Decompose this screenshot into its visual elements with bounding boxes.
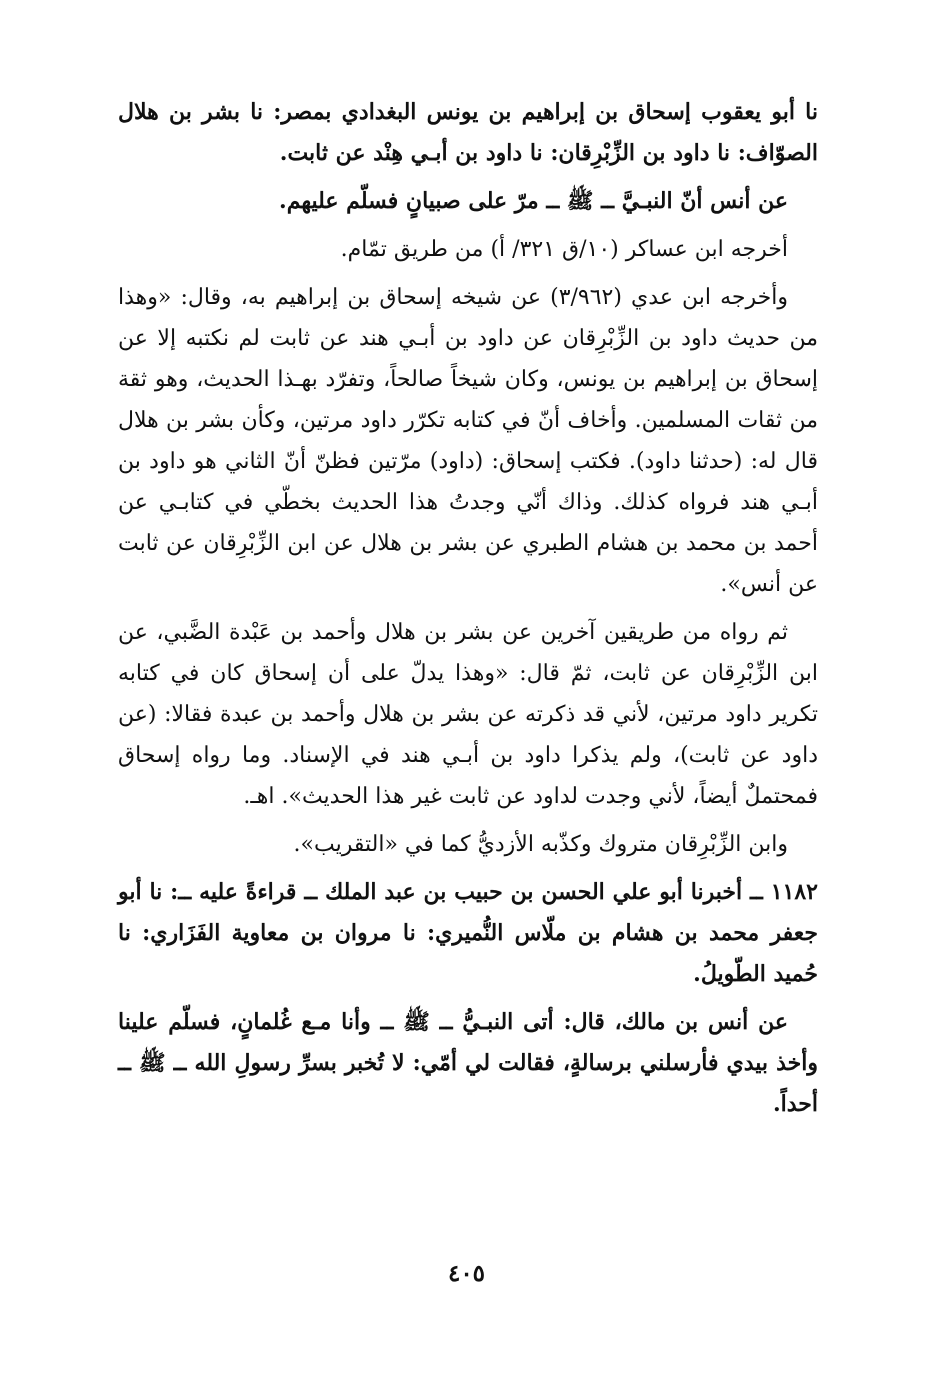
narrator-grading: وابن الزِّبْرِقان متروك وكذّبه الأزديُّ كما في «التقريب». <box>293 832 788 857</box>
takhrij-other-routes: ثم رواه من طريقين آخرين عن بشر بن هلال وأحمد بن عَبْدة الضَّبي، عن ابن الزِّبْرِقان عن ثابت، ثمّ قال: «وهذا يدلّ على أن إسحاق كان في كتابه تكرير داود مرتين، لأني قد ذكرته عن بشر بن هلال وأحمد بن عبدة فقالا: (عن داود عن ثابت)، ولم يذكرا داود بن أبـي هند في الإسناد. وما رواه إسحاق فمحتملٌ أيضاً، لأني وجدت لداود عن ثابت غير هذا الحديث». اهـ. <box>118 620 818 809</box>
page-body <box>118 92 818 1132</box>
hadith-chain-1182: ١١٨٢ ــ أخبرنا أبو علي الحسن بن حبيب بن عبد الملك ــ قراءةً عليه ــ: نا أبو جعفر محمد بن هشام بن ملّاس النُّميري: نا مروان بن معاوية الفَزَاري: نا حُميد الطّويلُ. <box>118 879 818 987</box>
hadith-chain-1180: نا أبو يعقوب إسحاق بن إبراهيم بن يونس البغدادي بمصر: نا بشر بن هلال الصوّاف: نا داود بن الزِّبْرِقان: نا داود بن أبـي هِنْد عن ثابت. <box>118 99 818 166</box>
takhrij-ibn-asakir: أخرجه ابن عساكر (١٠/ق ٣٢١/ أ) من طريق تمّام. <box>340 237 788 262</box>
takhrij-ibn-adi: وأخرجه ابن عدي (٣/٩٦٢) عن شيخه إسحاق بن إبراهيم به، وقال: «وهذا من حديث داود بن الزِّبْرِقان عن داود بن أبـي هند عن ثابت لم نكتبه إلا عن إسحاق بن إبراهيم بن يونس، وكان شيخاً صالحاً، وتفرّد بهـذا الحديث، وهو ثقة من ثقات المسلمين. وأخاف أنّ في كتابه تكرّر داود مرتين، وكأن بشر بن هلال قال له: (حدثنا داود). فكتب إسحاق: (داود) مرّتين فظنّ أنّ الثاني هو داود بن أبـي هند فرواه كذلك. وذاك أنّي وجدتُ هذا الحديث بخطّي في كتابـي عن أحمد بن محمد بن هشام الطبري عن بشر بن هلال عن ابن الزِّبْرِقان عن ثابت عن أنس». <box>118 285 818 597</box>
hadith-text-1182: عن أنس بن مالك، قال: أتى النبـيُّ ــ ﷺ ــ وأنا مـع غُلمانٍ، فسلّم علينا وأخذ بيدي فأرسلني برسالةٍ، فقالت لي أمّي: لا تُخبر بسرِّ رسولِ الله ــ ﷺ ــ أحداً. <box>118 1009 818 1117</box>
page-number: ٤٠٥ <box>447 1260 486 1287</box>
hadith-text-1180: عن أنس أنّ النبـيَّ ــ ﷺ ــ مرّ على صبيانٍ فسلّم عليهم. <box>279 188 788 214</box>
